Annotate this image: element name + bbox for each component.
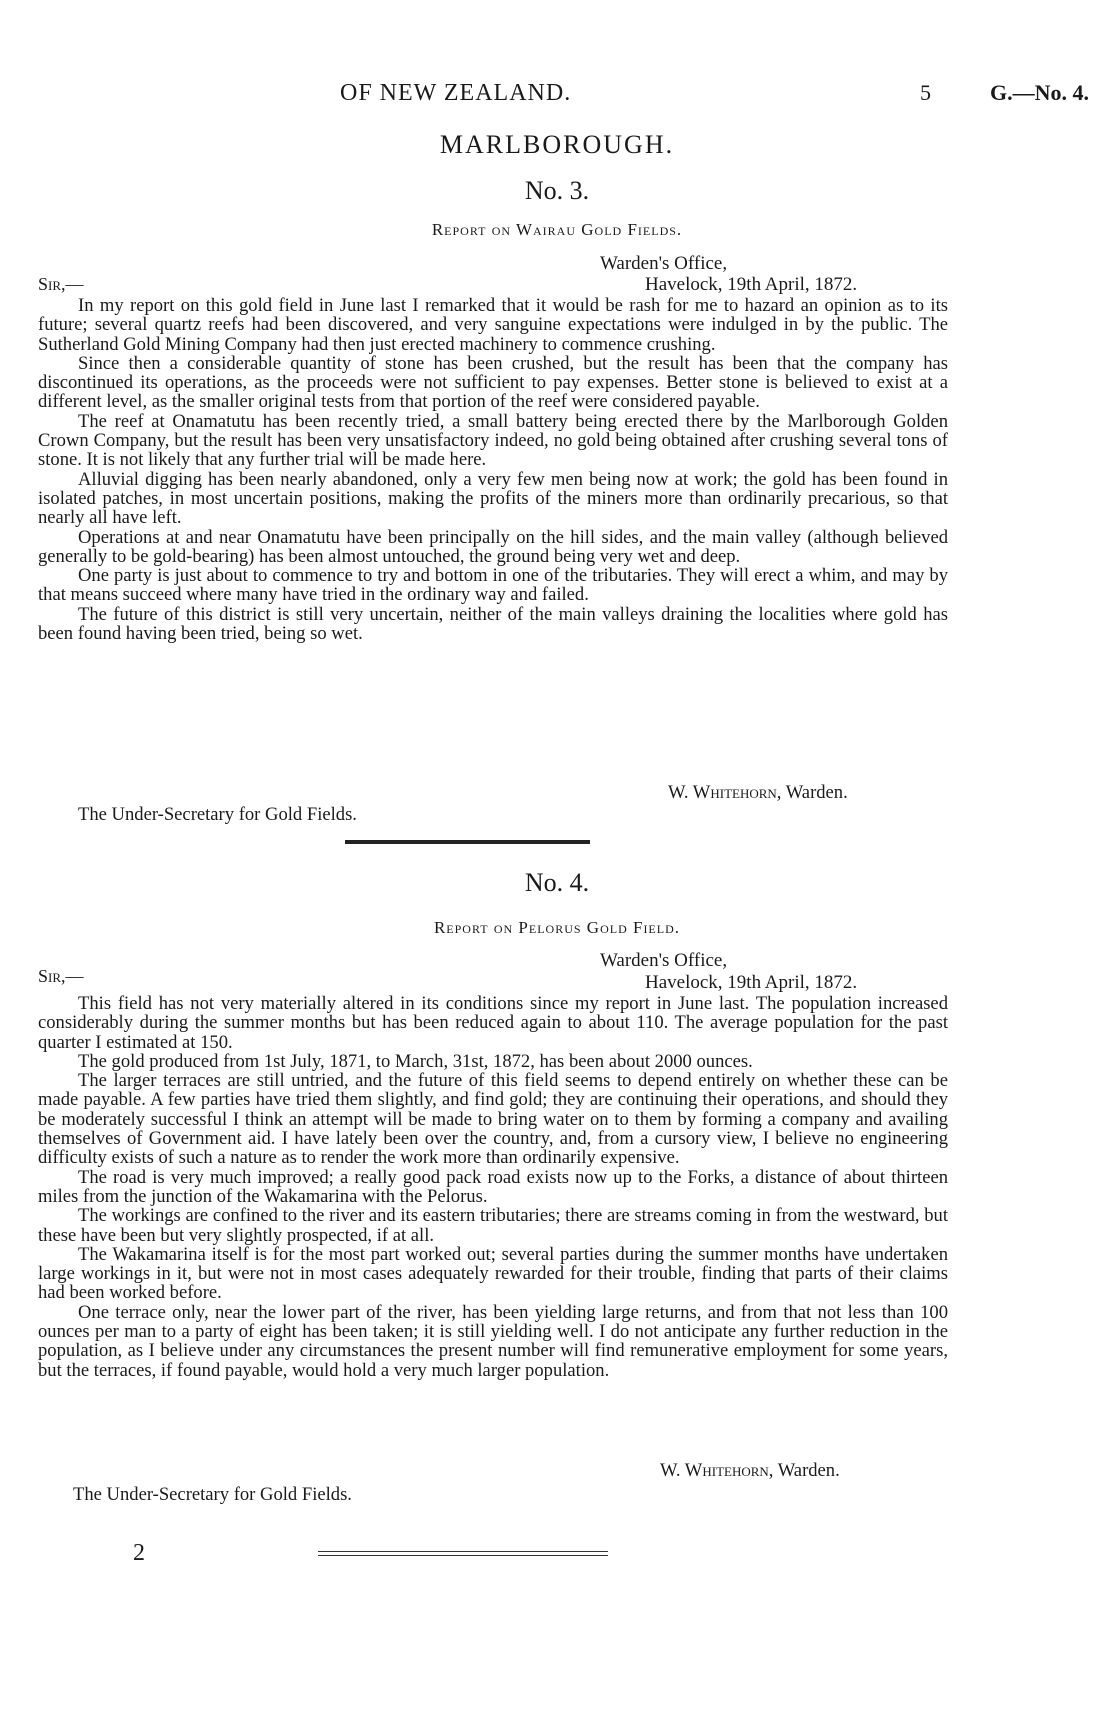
report3-paragraph: One party is just about to commence to try and bottom in one of the tributaries. They will erect a whim, and may by that means succeed where many have tried in the ordinary way and failed. [38, 565, 948, 606]
report3-salutation: Sir,— [38, 274, 84, 294]
report3-body [38, 296, 948, 643]
report4-signature [660, 1460, 840, 1482]
report4-office-line2: Havelock, 19th April, 1872. [645, 972, 858, 993]
paper-reference: G.—No. 4. [990, 80, 1089, 105]
footer-rule-top [318, 1551, 608, 1552]
report4-signature-name: W. Whitehorn, [660, 1460, 774, 1481]
report4-body [38, 994, 948, 1380]
report3-paragraph: The future of this district is still very uncertain, neither of the main valleys draining the localities where gold has been found having been tried, being so wet. [38, 603, 948, 645]
report4-paragraph: This field has not very materially altered in its conditions since my report in June last. The population increased considerably during the summer months but has been reduced again to about 110. The average population for the past quarter I estimated at 150. [38, 993, 948, 1053]
report3-office-line1: Warden's Office, [600, 253, 728, 274]
report3-title: Report on Wairau Gold Fields. [431, 220, 683, 239]
report4-number: No. 4. [524, 868, 590, 897]
report3-paragraph: Since then a considerable quantity of stone has been crushed, but the result has been that the company has discontinued its operations, as the proceeds were not sufficient to pay expenses. Better stone is believed to exist at a different level, as the smaller original tests from that portion of the reef were considered payable. [38, 352, 948, 413]
page-number: 5 [920, 80, 931, 105]
report4-paragraph: The larger terraces are still untried, and the future of this field seems to depend entirely on whether these can be made payable. A few parties have tried them slightly, and find gold; they are continuing their operations, and should they be moderately successful I think an attempt will be made to bring water on to them by forming a company and availing themselves of Government aid. I have lately been over the country, and, from a cursory view, I believe no engineering difficulty exists of such a nature as to render the work more than ordinarily expensive. [38, 1070, 948, 1169]
report4-signature-title: Warden. [777, 1460, 840, 1481]
report3-paragraph: Operations at and near Onamatutu have been principally on the hill sides, and the main valley (although believed generally to be gold-bearing) has been almost untouched, the ground being very wet and deep. [38, 526, 948, 567]
report4-salutation: Sir,— [38, 966, 84, 986]
report3-paragraph: The reef at Onamatutu has been recently tried, a small battery being erected there by the Marlborough Golden Crown Company, but the result has been very unsatisfactory indeed, no gold being obtained after crushing several tons of stone. It is not likely that any further trial will be made here. [38, 410, 948, 471]
region-heading: MARLBOROUGH. [439, 130, 675, 159]
report4-paragraph: The gold produced from 1st July, 1871, to March, 31st, 1872, has been about 2000 ounces. [78, 1050, 753, 1072]
report3-paragraph: In my report on this gold field in June last I remarked that it would be rash for me to hazard an opinion as to its future; several quartz reefs had been discovered, and very sanguine expectations were indulged in by the public. The Sutherland Gold Mining Company had then just erected machinery to commence crushing. [38, 295, 948, 355]
report3-signature [668, 782, 848, 804]
report3-signature-name: W. Whitehorn, [668, 782, 782, 803]
report3-paragraph: Alluvial digging has been nearly abandoned, only a very few men being now at work; the gold has been found in isolated patches, in most uncertain positions, making the profits of the miners more than ordinarily precarious, so that nearly all have left. [38, 468, 948, 529]
report3-addressee: The Under-Secretary for Gold Fields. [78, 804, 357, 825]
report4-paragraph: One terrace only, near the lower part of the river, has been yielding large returns, and from that not less than 100 ounces per man to a party of eight has been taken; it is still yielding well. I do not anticipate any further reduction in the population, as I believe under any circumstances the present number will find remunerative employment for some years, but the terraces, if found payable, would hold a very much larger population. [38, 1301, 948, 1381]
footer-rule-bottom [318, 1555, 608, 1556]
report4-paragraph: The Wakamarina itself is for the most part worked out; several parties during the summer months have undertaken large workings in it, but were not in most cases adequately rewarded for their trouble, finding that parts of their claims had been worked before. [38, 1243, 948, 1304]
report4-title: Report on Pelorus Gold Field. [433, 918, 681, 937]
report4-paragraph: The road is very much improved; a really good pack road exists now up to the Forks, a distance of about thirteen miles from the junction of the Wakamarina with the Pelorus. [38, 1166, 948, 1207]
section-divider [345, 840, 590, 844]
report3-signature-title: Warden. [785, 782, 848, 803]
running-title: OF NEW ZEALAND. [340, 80, 572, 106]
report4-addressee: The Under-Secretary for Gold Fields. [73, 1484, 352, 1505]
folio-number: 2 [133, 1540, 145, 1566]
report3-number: No. 3. [524, 176, 590, 205]
report4-office-line1: Warden's Office, [600, 950, 728, 971]
report4-paragraph: The workings are confined to the river and its eastern tributaries; there are streams coming in from the westward, but these have been but very slightly prospected, if at all. [38, 1205, 948, 1246]
report3-office-line2: Havelock, 19th April, 1872. [645, 274, 858, 295]
